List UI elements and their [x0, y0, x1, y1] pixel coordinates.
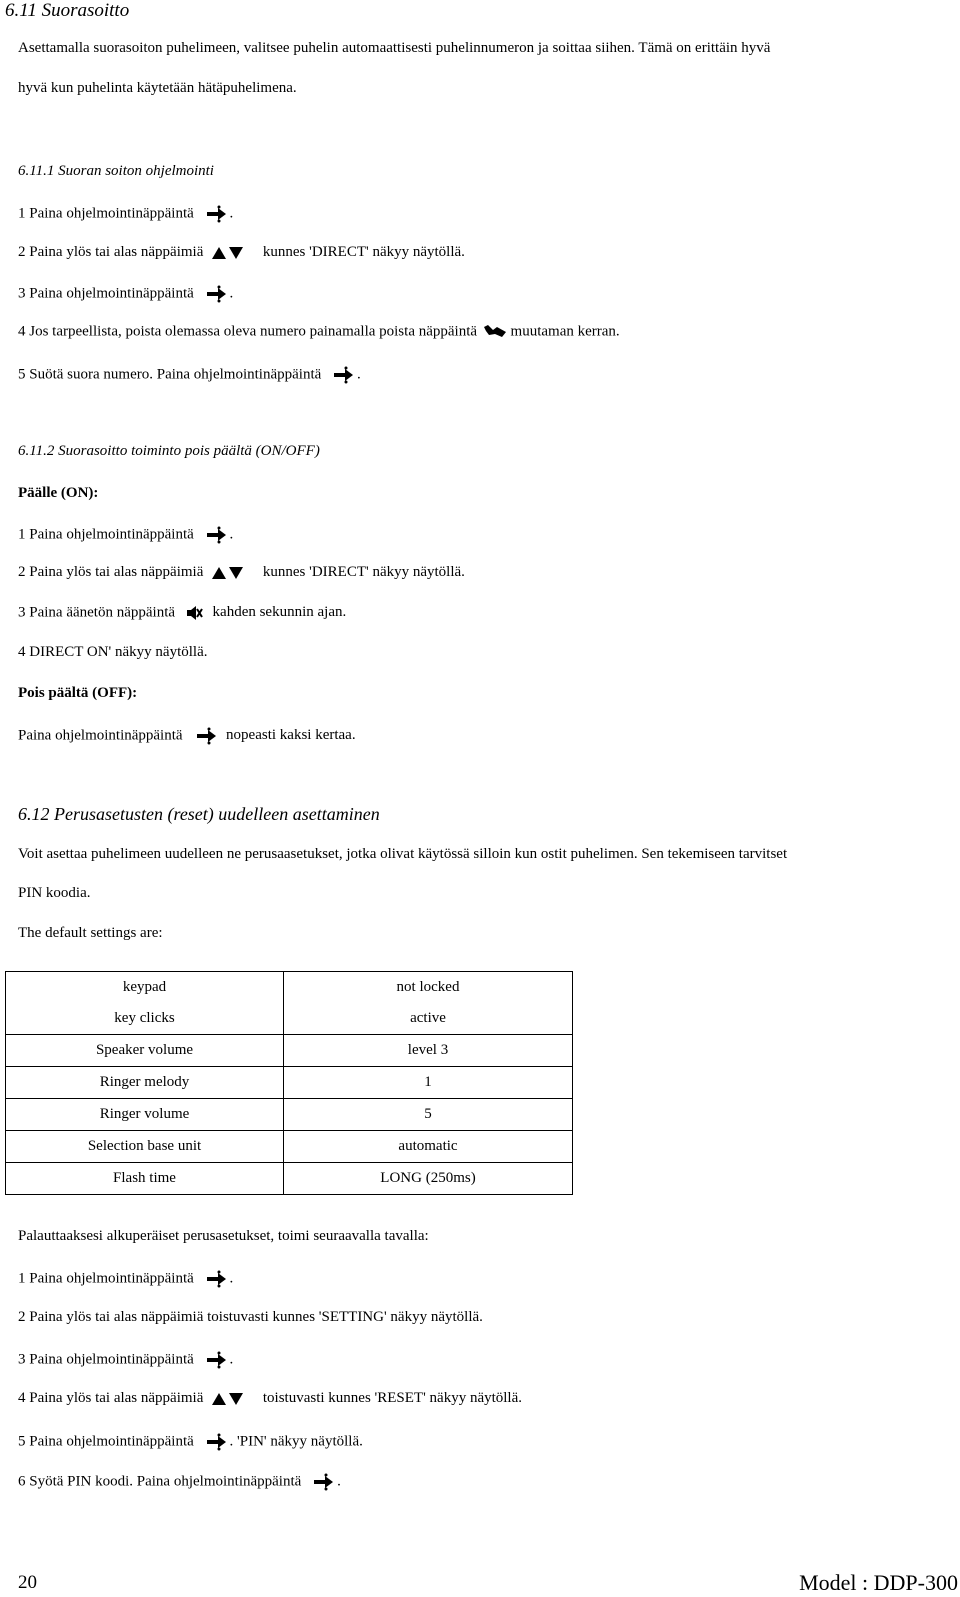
restore-step-4-text: 4 Paina ylös tai alas näppäimiä: [18, 1390, 204, 1406]
on-step-1-text: 1 Paina ohjelmointinäppäintä: [18, 526, 194, 543]
section-6-11-2-title: 6.11.2 Suorasoitto toiminto pois päältä (ON/OFF): [18, 443, 320, 459]
setting-cell: Flash time: [6, 1163, 284, 1195]
program-key-icon: [206, 1270, 230, 1288]
intro-line-1: Asettamalla suorasoiton puhelimeen, valitsee puhelin automaattisesti puhelinnumeron ja soittaa siihen. Tämä on erittäin hyvä: [18, 40, 771, 56]
step-5-line: [18, 366, 361, 384]
restore-step-5-end: . 'PIN' näkyy näytöllä.: [229, 1433, 363, 1450]
table-row: [6, 1099, 573, 1131]
table-row: [6, 972, 573, 1004]
setting-cell: Ringer melody: [6, 1067, 284, 1099]
restore-step-3-end: .: [229, 1351, 234, 1368]
page-number: 20: [18, 1572, 37, 1593]
restore-step-5-line: [18, 1433, 363, 1451]
value-cell: level 3: [284, 1035, 573, 1067]
default-settings-table: [5, 971, 573, 1195]
restore-step-6-line: [18, 1473, 341, 1491]
step-4-end: muutaman kerran.: [510, 323, 620, 340]
program-key-icon: [196, 727, 220, 745]
step-1-line: [18, 205, 233, 223]
setting-cell: key clicks: [6, 1003, 284, 1035]
step-1-text: 1 Paina ohjelmointinäppäintä: [18, 205, 194, 222]
up-down-arrows-icon: [211, 566, 245, 580]
value-cell: automatic: [284, 1131, 573, 1163]
value-cell: not locked: [284, 972, 573, 1004]
on-step-2-line: [18, 564, 465, 581]
table-row: [6, 1163, 573, 1195]
setting-cell: Selection base unit: [6, 1131, 284, 1163]
setting-cell: Speaker volume: [6, 1035, 284, 1067]
on-step-4-line: 4 DIRECT ON' näkyy näytöllä.: [18, 644, 208, 660]
on-step-3-text: 3 Paina äänetön näppäintä: [18, 604, 176, 621]
restore-step-6-end: .: [337, 1473, 341, 1490]
on-step-2-end: kunnes 'DIRECT' näkyy näytöllä.: [262, 564, 465, 580]
setting-cell: keypad: [6, 972, 284, 1004]
table-row: [6, 1131, 573, 1163]
restore-step-4-line: [18, 1390, 522, 1407]
step-2-line: [18, 244, 465, 261]
step-2-text: 2 Paina ylös tai alas näppäimiä: [18, 244, 204, 260]
program-key-icon: [206, 205, 230, 223]
step-3-text: 3 Paina ohjelmointinäppäintä: [18, 285, 194, 302]
program-key-icon: [206, 285, 230, 303]
step-2-end: kunnes 'DIRECT' näkyy näytöllä.: [262, 244, 465, 260]
restore-step-3-line: [18, 1351, 233, 1369]
on-step-1-line: [18, 526, 233, 544]
step-5-text: 5 Suötä suora numero. Paina ohjelmointinäppäintä: [18, 366, 322, 383]
section-6-12-body-line-1: Voit asettaa puhelimeen uudelleen ne perusaasetukset, jotka olivat käytössä silloin kun ostit puhelimen. Sen tekemiseen tarvitset: [18, 846, 788, 862]
value-cell: 5: [284, 1099, 573, 1131]
restore-intro: Palauttaaksesi alkuperäiset perusasetukset, toimi seuraavalla tavalla:: [18, 1228, 429, 1244]
step-4-text: 4 Jos tarpeellista, poista olemassa oleva numero painamalla poista näppäintä: [18, 323, 478, 340]
table-row: [6, 1003, 573, 1035]
setting-cell: Ringer volume: [6, 1099, 284, 1131]
program-key-icon: [206, 1433, 230, 1451]
restore-step-1-line: [18, 1270, 233, 1288]
up-down-arrows-icon: [211, 246, 245, 260]
step-1-end: .: [229, 205, 234, 222]
up-down-arrows-icon: [211, 1392, 245, 1406]
on-step-3-end: kahden sekunnin ajan.: [212, 604, 347, 621]
section-6-11-1-title: 6.11.1 Suoran soiton ohjelmointi: [18, 163, 214, 179]
on-heading: Päälle (ON):: [18, 485, 99, 501]
on-step-1-end: .: [229, 526, 234, 543]
program-key-icon: [206, 1351, 230, 1369]
restore-step-1-end: .: [229, 1270, 234, 1287]
restore-step-5-text: 5 Paina ohjelmointinäppäintä: [18, 1433, 194, 1450]
off-heading: Pois päältä (OFF):: [18, 685, 138, 701]
section-6-12-title: 6.12 Perusasetusten (reset) uudelleen asettaminen: [18, 804, 380, 824]
table-row: [6, 1067, 573, 1099]
step-3-end: .: [229, 285, 234, 302]
mute-key-icon: [185, 604, 203, 622]
off-step-end: nopeasti kaksi kertaa.: [226, 727, 356, 744]
section-6-12-body-line-2: PIN koodia.: [18, 885, 91, 901]
restore-step-6-text: 6 Syötä PIN koodi. Paina ohjelmointinäppäintä: [18, 1473, 302, 1490]
restore-step-1-text: 1 Paina ohjelmointinäppäintä: [18, 1270, 194, 1287]
restore-step-2-line: 2 Paina ylös tai alas näppäimiä toistuvasti kunnes 'SETTING' näkyy näytöllä.: [18, 1309, 483, 1325]
defaults-intro: The default settings are:: [18, 925, 163, 941]
value-cell: 1: [284, 1067, 573, 1099]
off-step-line: [18, 727, 356, 745]
intro-line-2: hyvä kun puhelinta käytetään hätäpuhelimena.: [18, 80, 297, 96]
value-cell: active: [284, 1003, 573, 1035]
off-step-text: Paina ohjelmointinäppäintä: [18, 727, 183, 744]
step-3-line: [18, 285, 233, 303]
value-cell: LONG (250ms): [284, 1163, 573, 1195]
section-6-11-title: 6.11 Suorasoitto: [5, 0, 130, 21]
on-step-2-text: 2 Paina ylös tai alas näppäimiä: [18, 564, 204, 580]
restore-step-4-end: toistuvasti kunnes 'RESET' näkyy näytöllä.: [262, 1390, 523, 1406]
program-key-icon: [313, 1473, 337, 1491]
on-step-3-line: [18, 604, 346, 622]
restore-step-3-text: 3 Paina ohjelmointinäppäintä: [18, 1351, 194, 1368]
model-label: Model : DDP-300: [799, 1570, 958, 1595]
program-key-icon: [333, 366, 357, 384]
delete-key-icon: [483, 323, 507, 341]
program-key-icon: [206, 526, 230, 544]
table-row: [6, 1035, 573, 1067]
step-4-line: [18, 323, 620, 341]
step-5-end: .: [357, 366, 361, 383]
